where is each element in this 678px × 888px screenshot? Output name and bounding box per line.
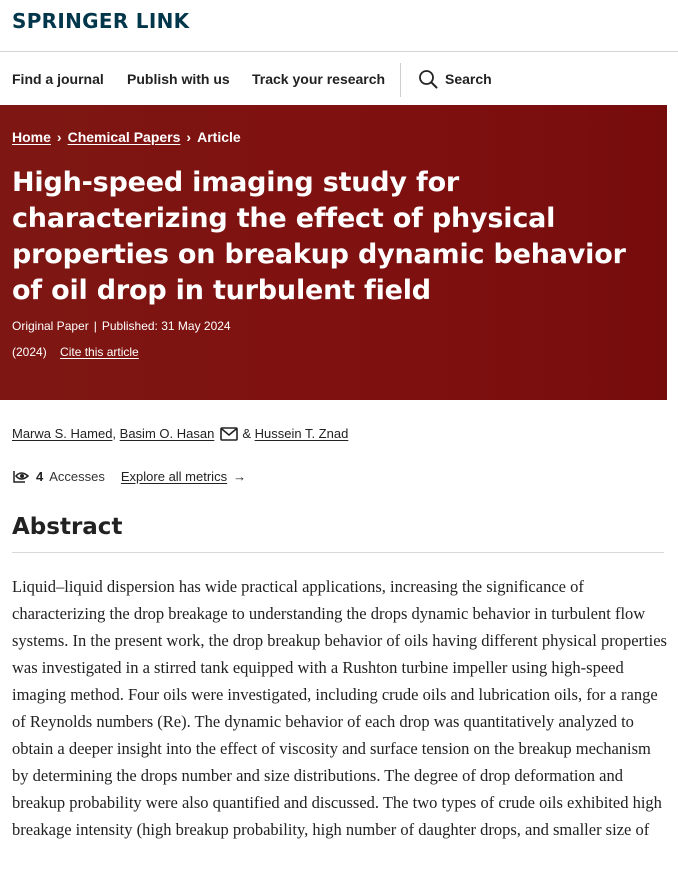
email-icon[interactable] [220,427,238,441]
article-header [0,105,667,400]
author-list [12,426,348,441]
author-ampersand: & [242,426,251,441]
nav-track-research[interactable]: Track your research [252,71,386,87]
breadcrumb-current: Article [197,129,241,145]
explore-metrics-link[interactable]: Explore all metrics [120,468,228,484]
article-type: Original Paper [12,319,89,333]
logo-bar [0,0,678,52]
search-label: Search [445,71,492,87]
author-separator: , [112,426,120,441]
breadcrumb-home[interactable]: Home [12,129,51,145]
breadcrumb [12,129,241,145]
author-link[interactable]: Basim O. Hasan [119,426,215,441]
accesses-icon [12,467,30,485]
accesses-label: Accesses [49,468,105,484]
springer-link-logo[interactable]: SPRINGER LINK [12,9,190,33]
search-button[interactable] [418,67,492,91]
arrow-right-icon: → [233,468,247,484]
nav-publish-with-us[interactable]: Publish with us [127,71,230,87]
abstract-heading: Abstract [12,514,123,540]
article-metrics [12,467,246,485]
chevron-right-icon: › [186,129,192,145]
author-link[interactable]: Hussein T. Znad [254,426,349,441]
nav-find-journal[interactable]: Find a journal [12,71,104,87]
meta-separator: | [93,319,97,333]
cite-this-article-link[interactable]: Cite this article [60,345,139,359]
author-link[interactable]: Marwa S. Hamed [12,426,113,441]
section-divider [12,552,664,553]
main-nav [0,53,678,105]
chevron-right-icon: › [56,129,62,145]
nav-divider [400,63,401,97]
search-icon [418,69,438,89]
breadcrumb-journal[interactable]: Chemical Papers [67,129,181,145]
page-title: High-speed imaging study for characterizing the effect of physical properties on breakup dynamic behavior of oil drop in turbulent field [12,167,626,306]
article-meta [12,319,231,333]
abstract-text: Liquid–liquid dispersion has wide practical applications, increasing the significance of characterizing the drop breakage to understanding the drops dynamic behavior in turbulent flow systems. In the present work, the drop breakup behavior of oils having different physical properties was investigated in a stirred tank equipped with a Rushton turbine impeller using high-speed imaging method. Four oils were investigated, including crude oils and lubrication oils, for a range of Reynolds numbers (Re). The dynamic behavior of each drop was quantitatively analyzed to obtain a deeper insight into the effect of viscosity and surface tension on the breakup mechanism by determining the drops number and size distributions. The degree of drop deformation and breakup probability were also quantified and discussed. The two types of crude oils exhibited high breakage intensity (high breakup probability, high number of daughter drops, and smaller size of [12,577,667,839]
article-year: (2024) [12,345,47,359]
accesses-count: 4 [36,468,44,484]
published-date: Published: 31 May 2024 [101,319,231,333]
article-meta-2 [12,345,139,359]
